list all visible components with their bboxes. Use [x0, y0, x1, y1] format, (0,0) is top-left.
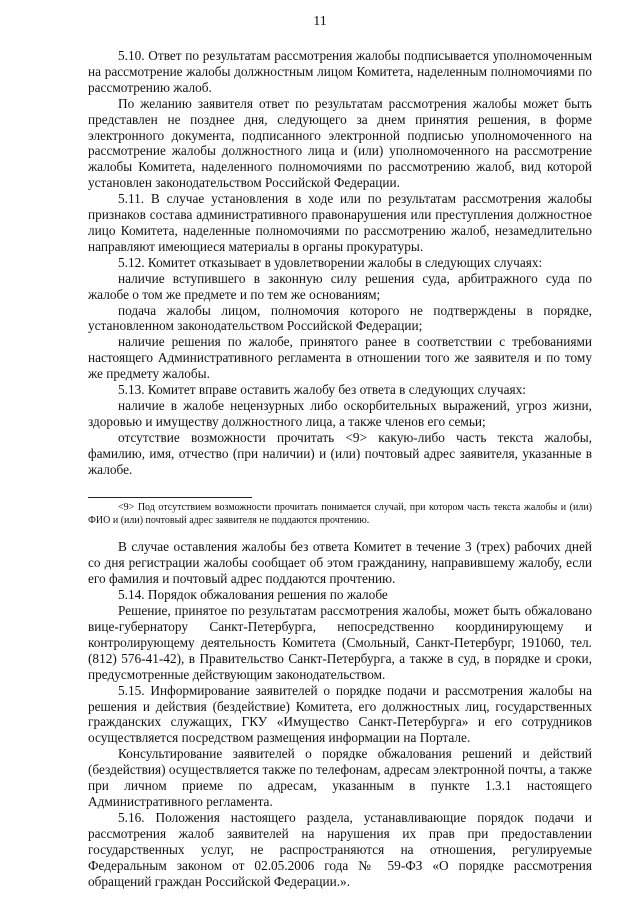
- paragraph-5-15: 5.15. Информирование заявителей о порядке подачи и рассмотрения жалобы на решения и действия (бездействие) Комитета, его должностных лиц, государственных гражданских служащих, ГКУ «Имущество Санкт-Петербурга» и его сотрудников осуществляется посредством размещения информации на Портале.: [88, 682, 592, 746]
- paragraph-5-11: 5.11. В случае установления в ходе или по результатам рассмотрения жалобы признаков состава административного правонарушения или преступления должностное лицо Комитета, наделенные полномочиями по рассмотрению жалоб, незамедлительно направляют имеющиеся материалы в органы прокуратуры.: [88, 191, 592, 254]
- footnote-divider: [88, 497, 252, 498]
- document-body: [88, 48, 592, 889]
- paragraph-5-16: 5.16. Положения настоящего раздела, устанавливающие порядок подачи и рассмотрения жалоб заявителей на нарушения их прав при предоставлении государственных услуг, не распространяются на отношения, регулируемые Федеральным законом от 02.05.2006 года № 59-ФЗ «О порядке рассмотрения обращений граждан Российской Федерации.».: [88, 809, 592, 889]
- paragraph-5-10: 5.10. Ответ по результатам рассмотрения жалобы подписывается уполномоченным на рассмотрение жалобы должностным лицом Комитета, наделенным полномочиями по рассмотрению жалоб.: [88, 48, 592, 95]
- paragraph-5-14-heading: 5.14. Порядок обжалования решения по жалобе: [118, 587, 388, 603]
- list-item-court-decision: наличие вступившего в законную силу решения суда, арбитражного суда по жалобе о том же предмете и по тем же основаниям;: [88, 270, 592, 302]
- paragraph-consulting: Консультирование заявителей о порядке обжалования решений и действий (бездействия) осуществляется также по телефонам, адресам электронной почты, а также при личном приеме по адресам, указанным в пункте 1.3.1 настоящего Административного регламента.: [88, 746, 592, 809]
- paragraph-no-answer-notice: В случае оставления жалобы без ответа Комитет в течение 3 (трех) рабочих дней со дня регистрации жалобы сообщает об этом гражданину, направившему жалобу, если его фамилия и почтовый адрес поддаются прочтению.: [88, 539, 592, 587]
- paragraph-electronic-answer: По желанию заявителя ответ по результатам рассмотрения жалобы может быть представлен не позднее дня, следующего за днем принятия решения, в форме электронного документа, подписанного электронной подписью уполномоченного на рассмотрение жалобы должностного лица и (или) уполномоченного на рассмотрение жалобы Комитета, наделенного полномочиями по рассмотрению жалоб, вид которой установлен законодательством Российской Федерации.: [88, 95, 592, 191]
- list-item-unreadable-text: отсутствие возможности прочитать <9> какую-либо часть текста жалобы, фамилию, имя, отчество (при наличии) и (или) почтовый адрес заявителя, указанные в жалобе.: [88, 429, 592, 477]
- list-item-prior-decision: наличие решения по жалобе, принятого ранее в соответствии с требованиями настоящего Административного регламента в отношении того же заявителя и по тому же предмету жалобы.: [88, 334, 592, 382]
- paragraph-5-13: 5.13. Комитет вправе оставить жалобу без ответа в следующих случаях:: [118, 382, 526, 398]
- paragraph-5-12: 5.12. Комитет отказывает в удовлетворении жалобы в следующих случаях:: [118, 254, 543, 270]
- footnote: <9> Под отсутствием возможности прочитать понимается случай, при котором часть текста жалобы и (или) ФИО и (или) почтовый адрес заявителя не поддаются прочтению.: [88, 502, 592, 527]
- list-item-obscene-language: наличие в жалобе нецензурных либо оскорбительных выражений, угроз жизни, здоровью и имуществу должностного лица, а также членов его семьи;: [88, 397, 592, 429]
- list-item-unconfirmed-authority: подача жалобы лицом, полномочия которого не подтверждены в порядке, установленном законодательством Российской Федерации;: [88, 302, 592, 334]
- page-number: 11: [313, 14, 327, 29]
- paragraph-appeal-decision: Решение, принятое по результатам рассмотрения жалобы, может быть обжаловано вице-губернатору Санкт-Петербурга, непосредственно координирующему и контролирующему деятельность Комитета (Смольный, Санкт-Петербург, 191060, тел. (812) 576-41-42), в Правительство Санкт-Петербурга, а также в суд, в порядке и сроки, предусмотренные действующим законодательством.: [88, 603, 592, 682]
